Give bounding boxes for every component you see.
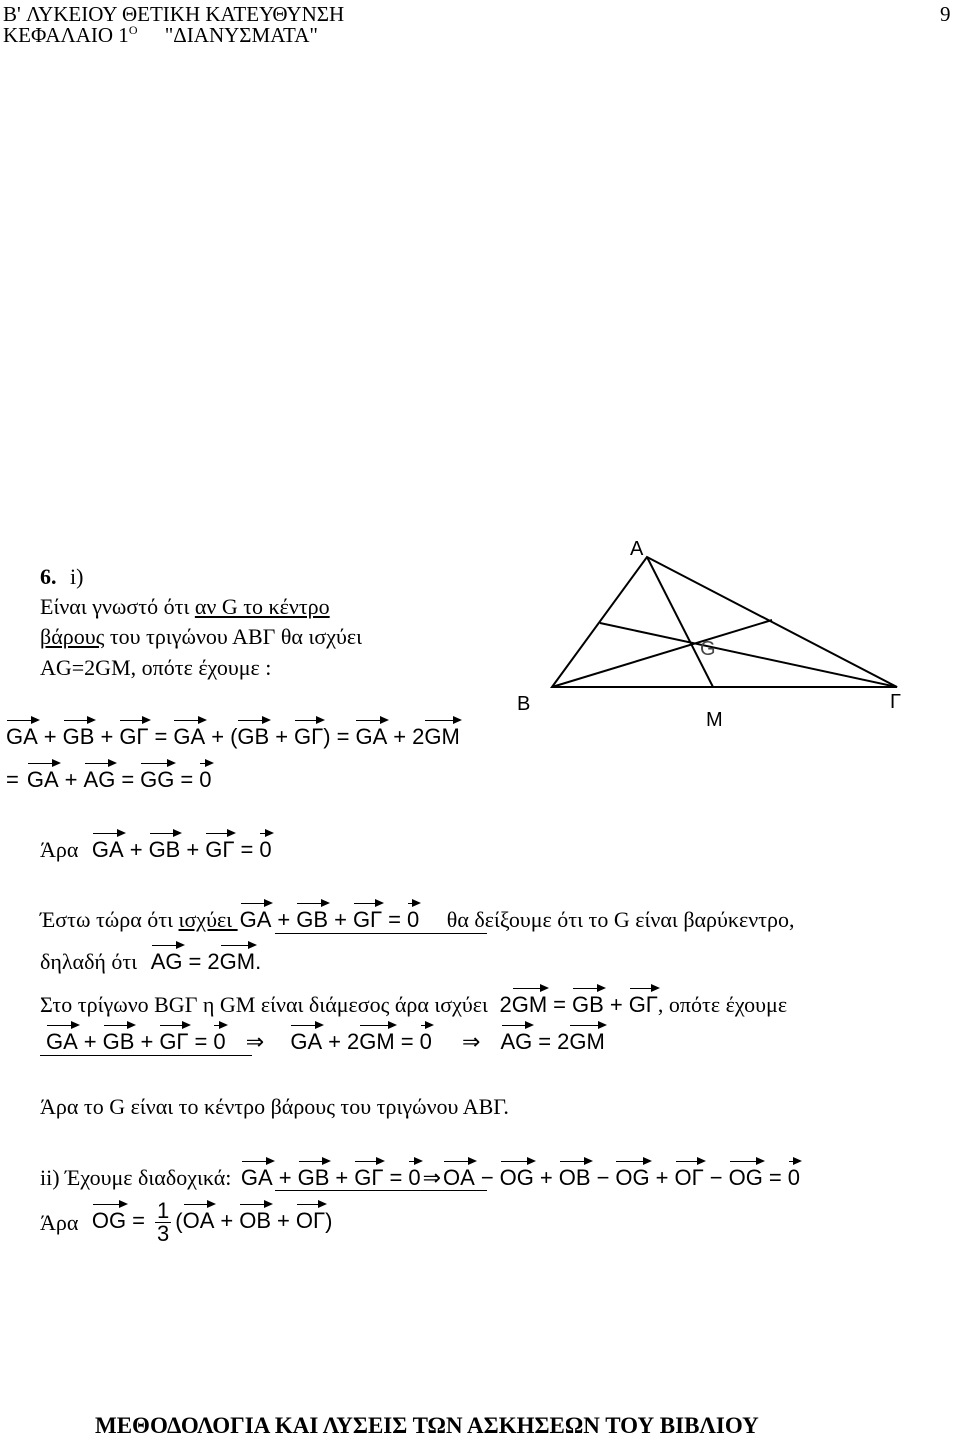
label-centroid: G bbox=[700, 638, 716, 660]
intro-line-2a: βάρους bbox=[40, 624, 105, 649]
triangle-outline bbox=[552, 557, 897, 687]
intro-line-2 bbox=[40, 626, 362, 648]
equation-sum-1: GA + GB + GΓ = GA + (GB + GΓ) = GA + 2GM bbox=[6, 724, 460, 749]
equation-trigono: 2GM = GB + GΓ bbox=[499, 992, 658, 1017]
equation-diladi: AG = 2GM. bbox=[150, 949, 262, 974]
chain-underline bbox=[40, 1055, 252, 1056]
header-course: B' ΛΥΚΕΙΟΥ ΘΕΤΙΚΗ ΚΑΤΕΥΘΥΝΣΗ bbox=[3, 2, 345, 26]
header-chapter-title: "ΔΙΑΝΥΣΜΑΤΑ" bbox=[164, 23, 318, 47]
problem-number: 6. bbox=[40, 564, 57, 589]
estw-underline bbox=[275, 933, 487, 934]
header-chapter-label: ΚΕΦΑΛΑΙΟ 1 bbox=[3, 23, 129, 47]
trigono-line bbox=[40, 991, 787, 1016]
ara-line bbox=[40, 836, 272, 861]
ara-conclusion: Άρα το G είναι το κέντρο βάρους του τριγώνου ΑΒΓ. bbox=[40, 1094, 509, 1119]
problem-heading bbox=[40, 566, 83, 588]
label-b: B bbox=[517, 693, 531, 715]
fraction-numerator: 1 bbox=[157, 1198, 170, 1223]
fraction-one-third bbox=[155, 1200, 171, 1245]
label-vertex-g: Γ bbox=[890, 691, 902, 713]
trigono-text-b: , οπότε έχουμε bbox=[657, 992, 788, 1017]
estw-text-b: ισχύει bbox=[178, 907, 238, 932]
diladi-line bbox=[40, 948, 261, 973]
equation-part-ii: GA + GB + GΓ = 0⇒OA − OG + OB − OG + OΓ − OG = 0 bbox=[240, 1165, 800, 1190]
part-ii-line bbox=[40, 1164, 800, 1189]
intro-line-3: AG=2GM, οπότε έχουμε : bbox=[40, 655, 272, 680]
footer-title: ΜΕΘΟΔΟΛΟΓΙΑ ΚΑΙ ΛΥΣΕΙΣ ΤΩΝ ΑΣΚΗΣΕΩΝ ΤΟΥ ΒΙΒΛΙΟΥ bbox=[95, 1413, 759, 1438]
ara-label: Άρα bbox=[40, 837, 79, 862]
equation-ara: GA + GB + GΓ = 0 bbox=[91, 837, 272, 862]
intro-line-1b: αν G το κέντρο bbox=[194, 594, 330, 619]
header-chapter bbox=[3, 24, 318, 46]
equation-sum-2: = GA + AG = GG = 0 bbox=[6, 767, 212, 792]
fraction-denominator: 3 bbox=[157, 1221, 170, 1246]
part-ii-underline bbox=[275, 1190, 487, 1191]
trigono-text-a: Στο τρίγωνο BGΓ η GM είναι διάμεσος άρα ισχύει bbox=[40, 992, 488, 1017]
median-a bbox=[647, 557, 713, 687]
page-number: 9 bbox=[940, 2, 951, 26]
final-line bbox=[40, 1200, 332, 1270]
intro-line-1 bbox=[40, 596, 330, 618]
equation-final: OG = $\frac{1}{3}$ (OA + OB + OΓ) bbox=[91, 1198, 333, 1246]
estw-text-c: θα δείξουμε ότι το G είναι βαρύκεντρο, bbox=[446, 907, 795, 932]
estw-text-a: Έστω τώρα ότι bbox=[40, 907, 179, 932]
median-g bbox=[600, 623, 897, 687]
estw-line bbox=[40, 906, 795, 931]
intro-line-2b: του τριγώνου ΑΒΓ θα ισχύει bbox=[104, 624, 363, 649]
part-ii-label: ii) Έχουμε διαδοχικά: bbox=[40, 1165, 232, 1190]
diladi-text: δηλαδή ότι bbox=[40, 949, 138, 974]
triangle-figure bbox=[510, 530, 930, 730]
intro-line-1a: Είναι γνωστό ότι bbox=[40, 594, 195, 619]
label-a: A bbox=[630, 538, 644, 560]
ara2-label: Άρα bbox=[40, 1209, 79, 1235]
header-chapter-sup: Ο bbox=[128, 23, 138, 37]
part-i-label: i) bbox=[70, 564, 84, 589]
equation-estw: GA + GB + GΓ = 0 bbox=[239, 907, 420, 932]
label-m: M bbox=[706, 709, 723, 730]
equation-chain: GA + GB + GΓ = 0 ⇒ GA + 2GM = 0 ⇒ AG = 2GM bbox=[46, 1029, 605, 1054]
